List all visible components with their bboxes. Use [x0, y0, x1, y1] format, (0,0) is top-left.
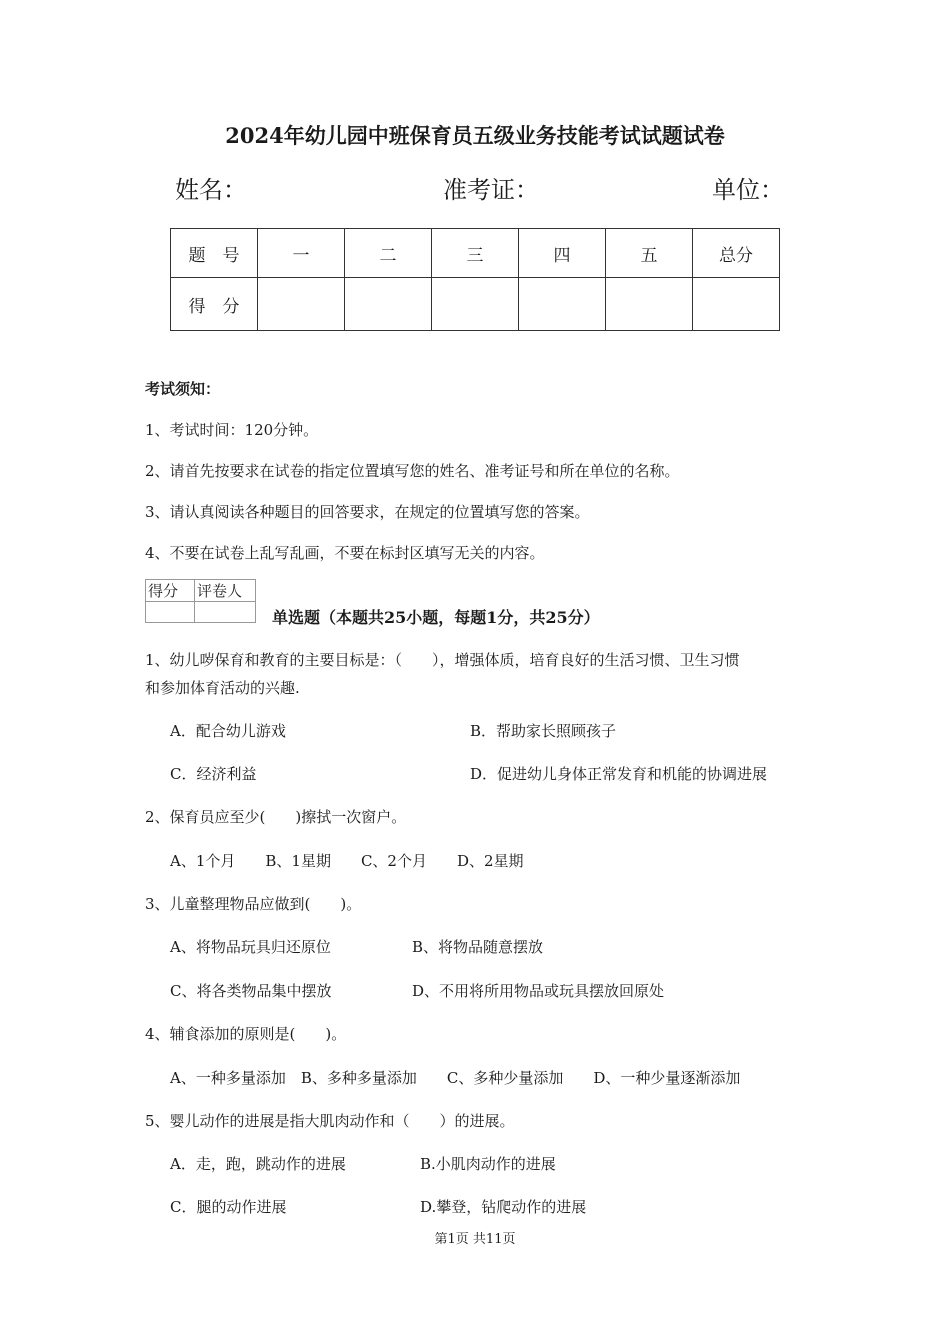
section-title: 单选题（本题共25小题，每题1分，共25分） [272, 608, 600, 627]
exam-title: 2024年幼儿园中班保育员五级业务技能考试试题试卷 [225, 123, 725, 148]
question-3-text: 3、儿童整理物品应做到( )。 [145, 895, 362, 913]
question-3-option-a[interactable]: A、将物品玩具归还原位 [170, 938, 331, 956]
notice-item: 4、不要在试卷上乱写乱画，不要在标封区填写无关的内容。 [145, 544, 545, 562]
question-4-options[interactable]: A、一种多量添加 B、多种多量添加 C、多种少量添加 D、一种少量逐渐添加 [170, 1069, 741, 1087]
grader-score-cell[interactable] [146, 602, 195, 623]
score-table-header-label: 题 号 [171, 229, 258, 278]
score-table-col-4: 四 [519, 229, 606, 278]
question-1-option-b[interactable]: B．帮助家长照顾孩子 [470, 722, 617, 740]
question-5-option-d[interactable]: D.攀登，钻爬动作的进展 [420, 1198, 587, 1216]
score-table-col-1: 一 [258, 229, 345, 278]
question-2-options[interactable]: A、1个月 B、1星期 C、2个月 D、2星期 [170, 852, 524, 870]
exam-id-label: 准考证： [443, 176, 539, 204]
score-table-col-5: 五 [606, 229, 693, 278]
score-table [170, 228, 780, 331]
question-1-option-d[interactable]: D．促进幼儿身体正常发育和机能的协调进展 [470, 765, 768, 783]
score-table-col-2: 二 [345, 229, 432, 278]
score-cell-3[interactable] [432, 278, 519, 331]
grader-name-cell[interactable] [195, 602, 256, 623]
question-5-option-b[interactable]: B.小肌肉动作的进展 [420, 1155, 556, 1173]
page-footer: 第1页 共11页 [434, 1232, 516, 1247]
question-3-option-b[interactable]: B、将物品随意摆放 [412, 938, 544, 956]
grader-name-label: 评卷人 [195, 580, 256, 602]
question-3-option-d[interactable]: D、不用将所用物品或玩具摆放回原处 [412, 982, 665, 1000]
score-table-col-total: 总分 [693, 229, 780, 278]
notice-item: 1、考试时间：120分钟。 [145, 421, 319, 439]
question-1-text: 1、幼儿哕保育和教育的主要目标是：（ ），增强体质，培育良好的生活习惯、卫生习惯 [145, 651, 740, 669]
question-5-option-c[interactable]: C．腿的动作进展 [170, 1198, 287, 1216]
score-table-score-label: 得 分 [171, 278, 258, 331]
score-cell-1[interactable] [258, 278, 345, 331]
score-table-col-3: 三 [432, 229, 519, 278]
grader-box [145, 579, 256, 623]
score-cell-5[interactable] [606, 278, 693, 331]
name-label: 姓名： [175, 176, 247, 204]
notice-item: 2、请首先按要求在试卷的指定位置填写您的姓名、准考证号和所在单位的名称。 [145, 462, 680, 480]
question-1-option-c[interactable]: C．经济利益 [170, 765, 257, 783]
grader-score-label: 得分 [146, 580, 195, 602]
question-3-option-c[interactable]: C、将各类物品集中摆放 [170, 982, 332, 1000]
notice-heading: 考试须知： [145, 380, 221, 398]
question-2-text: 2、保育员应至少( )擦拭一次窗户。 [145, 808, 407, 826]
score-cell-2[interactable] [345, 278, 432, 331]
unit-label: 单位： [712, 176, 784, 204]
question-4-text: 4、辅食添加的原则是( )。 [145, 1025, 347, 1043]
question-1-option-a[interactable]: A．配合幼儿游戏 [170, 722, 286, 740]
notice-item: 3、请认真阅读各种题目的回答要求，在规定的位置填写您的答案。 [145, 503, 590, 521]
question-1-text-cont: 和参加体育活动的兴趣. [145, 679, 300, 697]
question-5-text: 5、婴儿动作的进展是指大肌肉动作和（ ）的进展。 [145, 1112, 515, 1130]
score-cell-4[interactable] [519, 278, 606, 331]
score-cell-total[interactable] [693, 278, 780, 331]
question-5-option-a[interactable]: A．走，跑，跳动作的进展 [170, 1155, 346, 1173]
